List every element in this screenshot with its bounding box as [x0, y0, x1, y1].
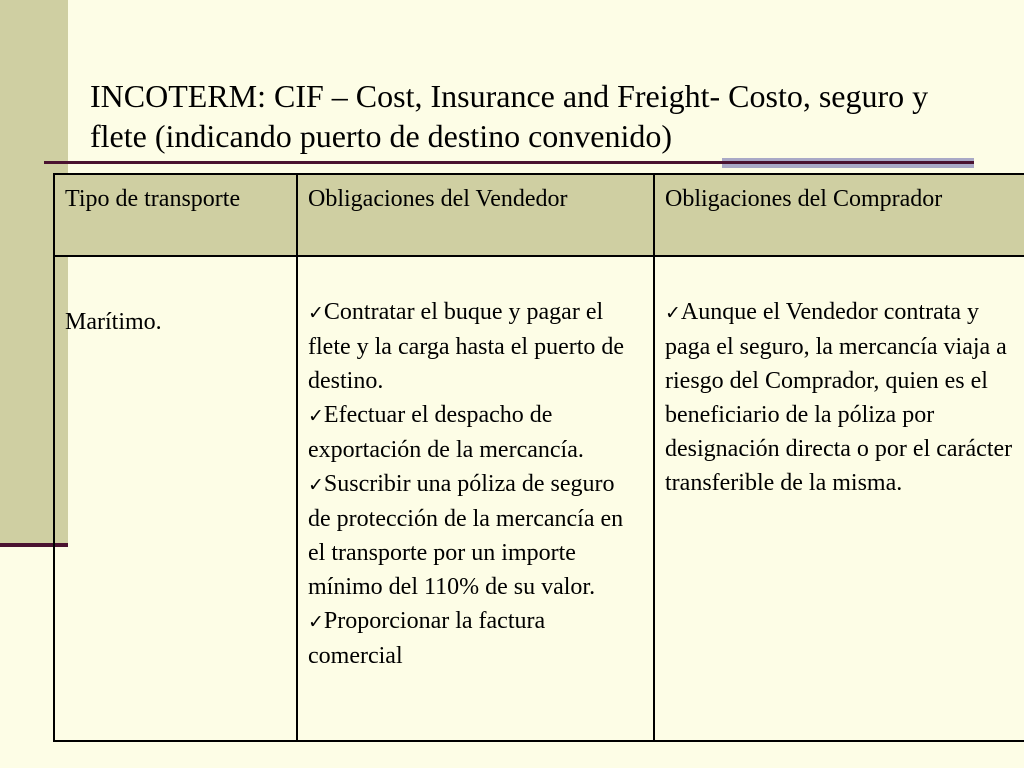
obligations-table: [53, 173, 1024, 742]
list-item: [665, 295, 1014, 500]
table-row: [54, 256, 1024, 741]
seller-obligations-cell: [297, 256, 654, 741]
header-transport-type: Tipo de transporte: [54, 174, 297, 256]
buyer-obligations-cell: [654, 256, 1024, 741]
list-item: [308, 604, 643, 673]
seller-obligation-text: Suscribir una póliza de seguro de protección de la mercancía en el transporte por un importe mínimo del 110% de su valor.: [308, 471, 624, 600]
title-underline-rule: [44, 161, 974, 164]
check-icon: ✓: [308, 474, 324, 496]
header-seller-obligations: Obligaciones del Vendedor: [297, 174, 654, 256]
check-icon: ✓: [308, 611, 324, 633]
slide-title: INCOTERM: CIF – Cost, Insurance and Freight- Costo, seguro y flete (indicando puerto de destino convenido): [90, 78, 929, 154]
check-icon: ✓: [665, 302, 681, 324]
check-icon: ✓: [308, 302, 324, 324]
seller-obligation-text: Contratar el buque y pagar el flete y la carga hasta el puerto de destino.: [308, 299, 625, 394]
list-item: [308, 295, 643, 398]
buyer-obligation-text: Aunque el Vendedor contrata y paga el seguro, la mercancía viaja a riesgo del Comprador, quien es el beneficiario de la póliza por designación directa o por el carácter transferible de la misma.: [665, 299, 1013, 496]
table-header-row: [54, 174, 1024, 256]
seller-obligation-text: Proporcionar la factura comercial: [308, 608, 546, 669]
list-item: [308, 467, 643, 604]
list-item: [308, 398, 643, 467]
check-icon: ✓: [308, 405, 324, 427]
seller-obligation-text: Efectuar el despacho de exportación de la mercancía.: [308, 402, 584, 463]
header-buyer-obligations: Obligaciones del Comprador: [654, 174, 1024, 256]
transport-type-cell: Marítimo.: [54, 256, 297, 741]
